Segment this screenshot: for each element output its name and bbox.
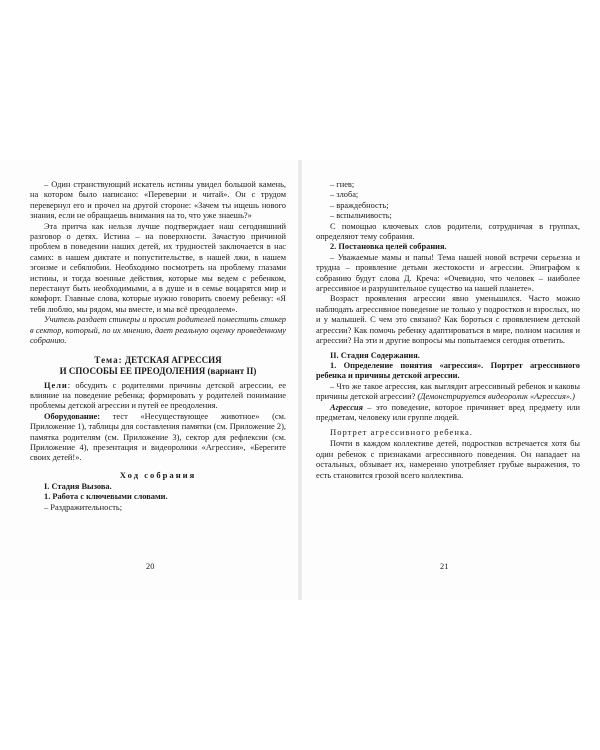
theme-title-line2: И СПОСОБЫ ЕЕ ПРЕОДОЛЕНИЯ (вариант II) bbox=[59, 365, 257, 376]
page-number-right: 21 bbox=[440, 562, 449, 571]
address-paragraph: – Уважаемые мамы и папы! Тема нашей новой встречи серьезна и трудна – проявление детьми жестокости и агрессии. Эпиграфом к собранию будут слова Д. Креча: «Очевидно, что человек – наиболее агрессивное и разрушительное существо на нашей планете». bbox=[316, 252, 580, 294]
theme-label: Тема: bbox=[94, 354, 123, 365]
list-item: – вспыльчивость; bbox=[330, 211, 392, 221]
list-item: – злоба; bbox=[330, 190, 359, 200]
equipment-label: Оборудование: bbox=[44, 411, 101, 421]
teacher-note: Учитель раздает стикеры и просит родителей поместить стикер в сектор, который, по их мнению, дает реальную оценку проведенному собранию. bbox=[30, 315, 286, 346]
work1-heading: 1. Работа с ключевыми словами. bbox=[44, 492, 168, 502]
parable-paragraph: – Один странствующий искатель истины увидел большой камень, на котором было написано: «Переверни и читай». Он с трудом перевернул его и прочел на другой стороне: «Зачем ты ищешь нового знания, если не обращаешь внимания на то, что уже знаешь?» bbox=[30, 180, 286, 221]
right-page bbox=[300, 160, 600, 600]
portrait-heading: Портрет агрессивного ребенка. bbox=[330, 427, 473, 438]
demo-note: (Демонстрируется видеоролик «Агрессия».) bbox=[415, 392, 575, 402]
keyword-list bbox=[316, 180, 580, 222]
list-item: – враждебность; bbox=[330, 200, 389, 210]
question-text: – Что же такое агрессия, как выглядит агрессивный ребенок и каковы причины детской агрессии? bbox=[316, 381, 580, 402]
left-page bbox=[0, 160, 300, 600]
meeting-heading: Ход собрания bbox=[119, 469, 197, 480]
theme-title-line1: ДЕТСКАЯ АГРЕССИЯ bbox=[124, 354, 222, 365]
stage1-heading: I. Стадия Вызова. bbox=[44, 481, 112, 491]
aggression-term: Агрессия bbox=[330, 402, 363, 412]
definition-heading: 1. Определение понятия «агрессия». Портрет агрессивного ребенка и причины детской агрессии. bbox=[316, 360, 580, 381]
question-paragraph bbox=[316, 382, 580, 403]
goals-label: Цели bbox=[44, 380, 68, 390]
page-number-left: 20 bbox=[146, 562, 155, 571]
equipment-paragraph bbox=[30, 412, 286, 464]
aggression-definition bbox=[316, 403, 580, 424]
portrait-paragraph: Почти в каждом коллективе детей, подростков встречается хотя бы один ребенок с признаками агрессивного поведения. Он нападает на остальных, обзывает их, намеренно употребляет грубые выражения, то есть становится грозой всего коллектива. bbox=[316, 439, 580, 480]
age-paragraph: Возраст проявления агрессии явно уменьшился. Часто можно наблюдать агрессивное поведение не только у подростков и взрослых, но и у малышей. С чем это связано? Как бороться с проявлением детской агрессии? Как помочь ребенку адаптироваться в мире, полном насилия и агрессии? На эти и другие вопросы мы попытаемся сегодня ответить. bbox=[316, 294, 580, 346]
goals-heading: 2. Постановка целей собрания. bbox=[330, 242, 447, 252]
goals-text: : обсудить с родителями причины детской агрессии, ее влияние на поведение ребенка; формировать у родителей понимание проблемы детской агрессии и путей ее преодоления. bbox=[30, 380, 286, 411]
theme-title bbox=[30, 355, 286, 377]
list-item: – гнев; bbox=[330, 180, 355, 189]
keywords-paragraph: С помощью ключевых слов родители, сотрудничая в группах, определяют тему собрания. bbox=[316, 221, 580, 242]
book-spread bbox=[0, 160, 600, 600]
aggression-def-text: – это поведение, которое причиняет вред предмету или предметам, человеку или группе людей. bbox=[316, 402, 580, 422]
truth-paragraph: Эта притча как нельзя лучше подтверждает наш сегодняшний разговор о детях. Истина – на поверхности. Зачастую причиной проблем в поведении наших детей, их трудностей заключается в нас самих: в нашем диктате и попустительстве, в нашей лжи, в нашем эгоизме и себялюбии. Необходимо посмотреть на проблему глазами истины, и тогда военные действия, которые мы ведем с ребенком, перестанут быть необходимыми, а в душе и в семье воцарятся мир и комфорт. Главные слова, которые нужно говорить своему ребенку: «Я тебя люблю, мы рядом, мы вместе, и мы всё преодолеем». bbox=[30, 221, 286, 314]
equipment-text: тест «Несуществующее животное» (см. Приложение 1), таблицы для составления памятки (см. Приложение 2), памятка родителям (см. Приложение 3), сектор для рефлексии (см. Приложение 4), презентация и видеоролики «Агрессия», «Берегите своих детей!». bbox=[30, 411, 286, 463]
stage2-heading: II. Стадия Содержания. bbox=[330, 350, 420, 360]
goals-paragraph bbox=[30, 381, 286, 412]
list-item: – Раздражительность; bbox=[44, 502, 123, 512]
